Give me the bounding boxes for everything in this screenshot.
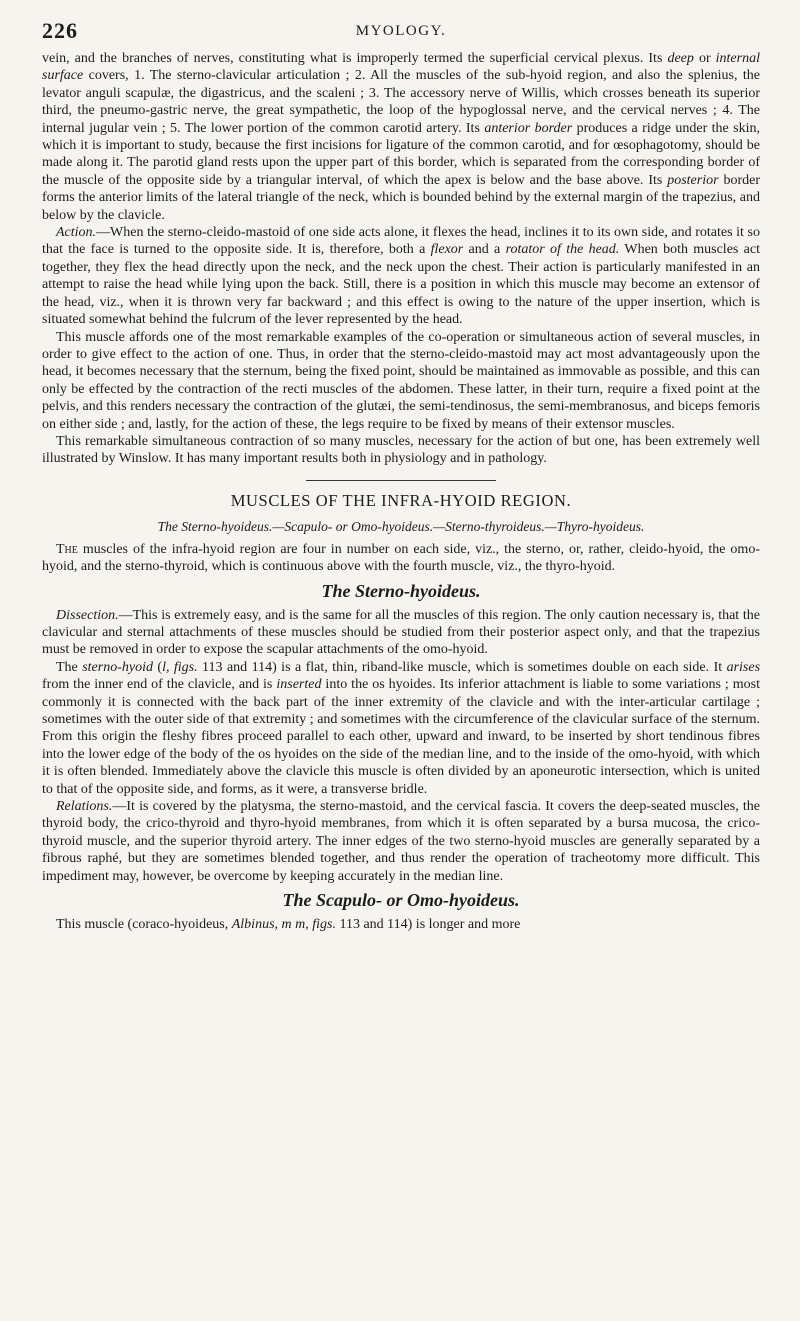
- page-number: 226: [42, 18, 78, 43]
- paragraph-omo-hyoid: This muscle (coraco-hyoideus, Albinus, m m, figs. 113 and 114) is longer and more: [56, 917, 521, 933]
- running-title: MYOLOGY.: [355, 23, 447, 39]
- paragraph-action: Action.—When the sterno-cleido-mastoid of one side acts alone, it flexes the head, inclines it to its own side, and rotates it so that the face is turned to the opposite side. It is, therefore, both a flexor and a rotator of the head. When both muscles act together, they flex the head directly upon the neck, and the neck upon the chest. Their action is particularly manifested in an attempt to raise the head while lying upon the back. Still, there is a position in which this muscle may become an extensor of the head, viz., when it is thrown very far backward ; and this effect is owing to the nature of the upper insertion, which is situated somewhat behind the fulcrum of the lever represented by the head.: [42, 225, 760, 328]
- paragraph-dissection: Dissection.—This is extremely easy, and is the same for all the muscles of this region. The only caution necessary is, that the clavicular and sternal attachments of these muscles should be studied from their posterior aspect only, and that the trapezius must be removed in order to expose the scapular attachments of the omo-hyoid.: [42, 607, 760, 658]
- subheading-omo-hyoideus: The Scapulo- or Omo-hyoideus.: [282, 890, 520, 911]
- section-heading: MUSCLES OF THE INFRA-HYOID REGION.: [230, 490, 572, 510]
- paragraph-relations: Relations.—It is covered by the platysma, the sterno-mastoid, and the cervical fascia. It covers the deep-seated muscles, the thyroid body, the crico-thyroid and thyro-hyoid membranes, from which it is often separated by a bursa mucosa, the crico-thyroid muscle, and the superior thyroid artery. The inner edges of the two sterno-hyoid muscles are generally separated by a fibrous raphé, but they are sometimes blended together, and thus render the operation of tracheotomy more difficult. This impediment may, however, be overcome by keeping accurately in the median line.: [42, 799, 760, 884]
- paragraph-superficial-surface: vein, and the branches of nerves, constituting what is improperly termed the superficial cervical plexus. Its deep or internal surface covers, 1. The sterno-clavicular articulation ; 2. All the muscles of the sub-hyoid region, and also the splenius, the levator anguli scapulæ, the digastricus, and the scaleni ; 3. The accessory nerve of Willis, which crosses beneath its superior third, the pneumo-gastric nerve, the great sympathetic, the loop of the hypoglossal nerve, and the cervical nerves ; 4. The internal jugular vein ; 5. The lower portion of the common carotid artery. Its anterior border produces a ridge under the skin, which it is important to study, because the first incisions for ligature of the common carotid, and for œsophagotomy, should be made along it. The parotid gland rests upon the upper part of this border, which is separated from the corresponding border of the muscle of the opposite side by a triangular interval, of which the apex is below and the base above. Its posterior border forms the anterior limits of the lateral triangle of the neck, which is bounded behind by the external margin of the trapezius, and below by the clavicle.: [42, 51, 760, 223]
- paragraph-winslow: This remarkable simultaneous contraction of so many muscles, necessary for the action of but one, has been extremely well illustrated by Winslow. It has many important results both in physiology and in pathology.: [42, 433, 760, 467]
- section-synonyms: The Sterno-hyoideus.—Scapulo- or Omo-hyoideus.—Sterno-thyroideus.—Thyro-hyoideus.: [157, 518, 645, 534]
- paragraph-region-intro: The muscles of the infra-hyoid region are four in number on each side, viz., the sterno, or, rather, cleido-hyoid, the omo-hyoid, and the sterno-thyroid, which is continuous above with the fourth muscle, viz., the thyro-hyoid.: [42, 541, 760, 575]
- running-head: [42, 10, 760, 50]
- paragraph-sterno-hyoid: The sterno-hyoid (l, figs. 113 and 114) is a flat, thin, riband-like muscle, which is sometimes double on each side. It arises from the inner end of the clavicle, and is inserted into the os hyoides. Its inferior attachment is liable to some variations ; most commonly it is connected with the back part of the inner extremity of the clavicle and with the inter-articular cartilage ; sometimes with the outer side of that extremity ; and sometimes with the circumference of the clavicular surface of the sternum. From this origin the fleshy fibres proceed parallel to each other, upward and inward, to be inserted by short tendinous fibres into the lower edge of the body of the os hyoides on the side of the median line, and to the inside of the omo-hyoid, with which it is often blended. Immediately above the clavicle this muscle is often divided by an aponeurotic intersection, which is united to that of the opposite side, and forms, as it were, a transverse bridle.: [42, 659, 761, 797]
- subheading-sterno-hyoideus: The Sterno-hyoideus.: [321, 580, 481, 601]
- section-divider: [306, 480, 496, 481]
- paragraph-cooperation: This muscle affords one of the most remarkable examples of the co-operation or simultaneous action of several muscles, in order to give effect to the action of one. Thus, in order that the sterno-cleido-mastoid may act most advantageously upon the head, it becomes necessary that the sternum, being the fixed point, should be maintained as immovable as possible, and this can only be effected by the contraction of the recti muscles of the abdomen. These latter, in their turn, require a fixed point at the pelvis, and this renders necessary the contraction of the glutæi, the semi-tendinosus, the semi-membranosus, and biceps femoris on either side ; and, lastly, for the action of these, the legs require to be fixed by means of their extensor muscles.: [42, 329, 760, 432]
